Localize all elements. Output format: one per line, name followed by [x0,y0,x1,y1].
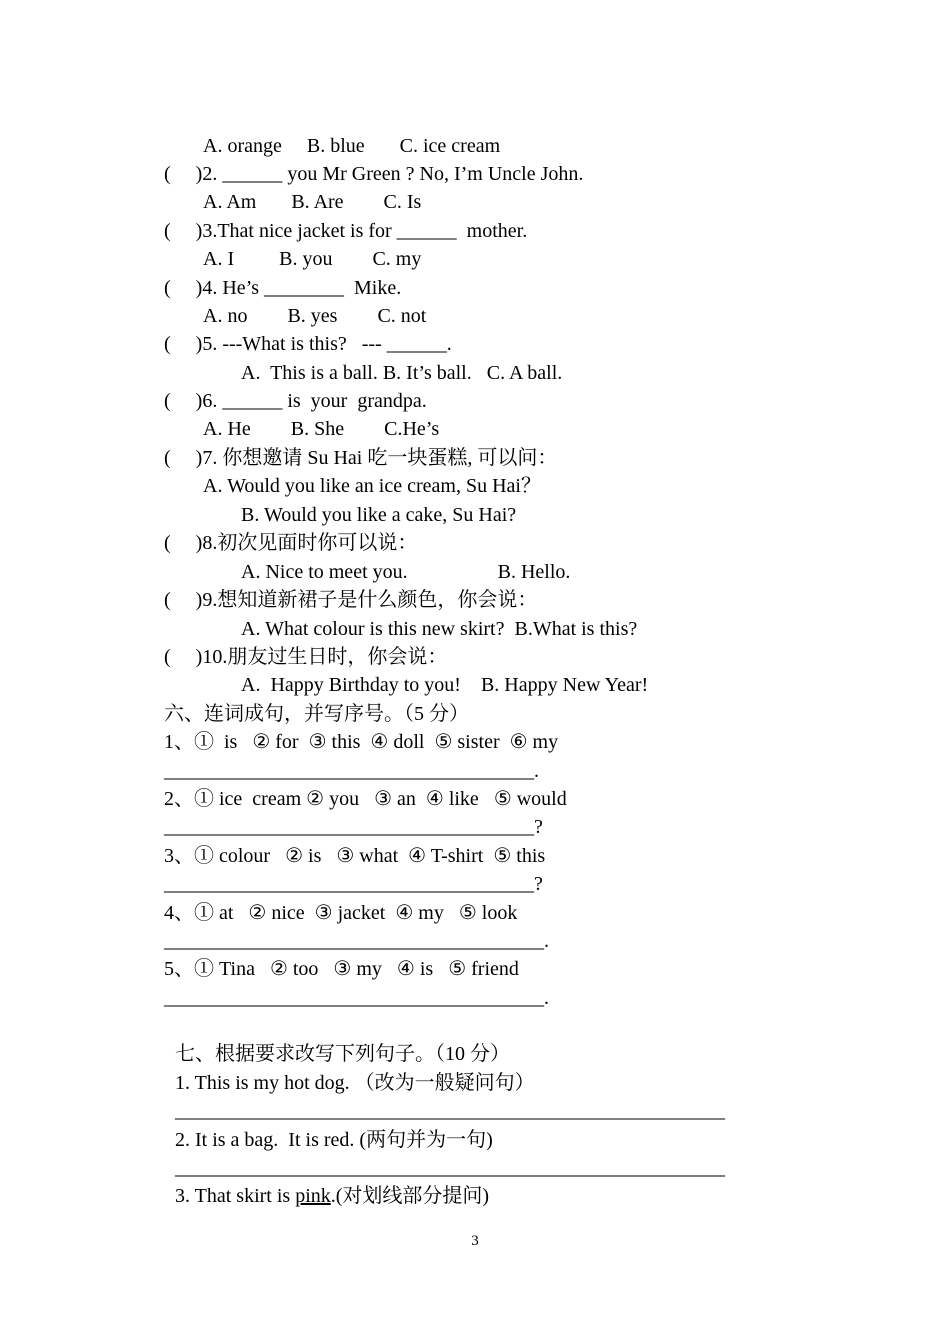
mc-options-7a: A. Would you like an ice cream, Su Hai？ [203,475,541,497]
mc-options-6: A. He B. She C.He’s [203,418,440,440]
section7-answer-line-2: _______________________________________________________ [175,1157,725,1179]
page-number: 3 [471,1233,479,1249]
section6-item-5: 5、① Tina ② too ③ my ④ is ⑤ friend [164,958,519,980]
underlined-word: pink [295,1185,331,1207]
section6-answer-line-1: _____________________________________. [164,760,539,782]
mc-options-4: A. no B. yes C. not [203,305,427,327]
mc-options-8: A. Nice to meet you. B. Hello. [241,561,571,583]
mc-question-9: ( )9.想知道新裙子是什么颜色，你会说： [164,589,538,611]
section6-item-3: 3、① colour ② is ③ what ④ T-shirt ⑤ this [164,845,546,867]
mc-question-10: ( )10.朋友过生日时，你会说： [164,646,448,668]
section6-answer-line-3: _____________________________________? [164,873,543,895]
mc-question-7: ( )7. 你想邀请 Su Hai 吃一块蛋糕, 可以问： [164,447,558,469]
mc-question-2: ( )2. ______ you Mr Green ? No, I’m Uncle John. [164,163,584,185]
section7-question-3-start: 3. That skirt is [175,1185,296,1207]
section6-item-4: 4、① at ② nice ③ jacket ④ my ⑤ look [164,902,518,924]
section7-title: 七、根据要求改写下列句子。（10 分） [175,1043,510,1065]
mc-options-2: A. Am B. Are C. Is [203,191,422,213]
mc-question-8: ( )8.初次见面时你可以说： [164,532,418,554]
mc-options-7b: B. Would you like a cake, Su Hai? [241,504,517,526]
section7-question-1: 1. This is my hot dog. （改为一般疑问句） [175,1072,535,1094]
mc-question-5: ( )5. ---What is this? --- ______. [164,333,452,355]
section6-answer-line-2: _____________________________________? [164,816,543,838]
mc-question-6: ( )6. ______ is your grandpa. [164,390,427,412]
section6-title: 六、连词成句，并写序号。（5 分） [164,703,469,725]
mc-options-1: A. orange B. blue C. ice cream [203,135,501,157]
mc-options-3: A. I B. you C. my [203,248,422,270]
mc-options-9: A. What colour is this new skirt? B.What is this? [241,618,638,640]
section6-item-1: 1、① is ② for ③ this ④ doll ⑤ sister ⑥ my [164,731,559,753]
section7-question-3 [175,1184,489,1208]
mc-options-5: A. This is a ball. B. It’s ball. C. A ball. [241,362,563,384]
section6-answer-line-5: ______________________________________. [164,987,549,1009]
mc-question-4: ( )4. He’s ________ Mike. [164,277,402,299]
section7-answer-line-1: _______________________________________________________ [175,1100,725,1122]
section7-question-2: 2. It is a bag. It is red. (两句并为一句) [175,1129,493,1151]
section6-answer-line-4: ______________________________________. [164,930,549,952]
mc-options-10: A. Happy Birthday to you! B. Happy New Year! [241,674,649,696]
section7-question-3-end: .(对划线部分提问) [330,1185,490,1207]
section6-item-2: 2、① ice cream ② you ③ an ④ like ⑤ would [164,788,567,810]
mc-question-3: ( )3.That nice jacket is for ______ mother. [164,220,528,242]
